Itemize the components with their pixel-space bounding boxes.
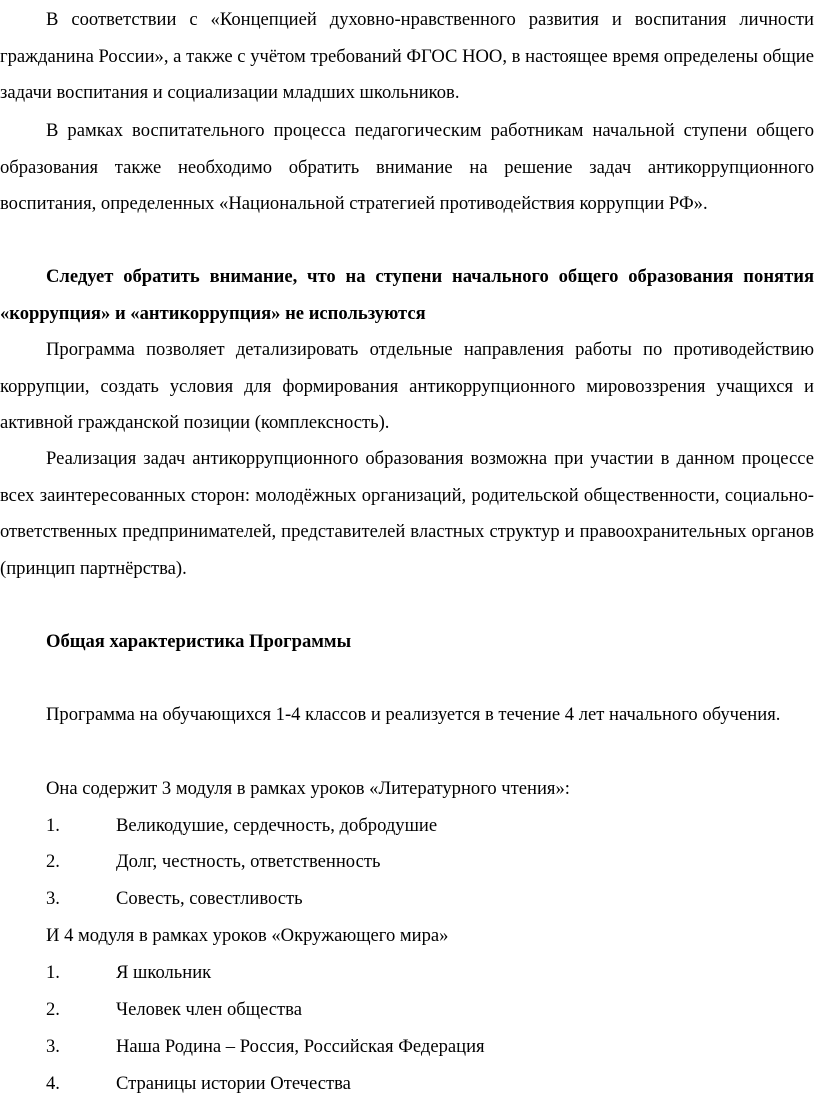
list-item-text: Наша Родина – Россия, Российская Федерация — [116, 1036, 485, 1057]
list-item — [46, 881, 303, 917]
list-item — [46, 808, 437, 844]
list-item-text: Совесть, совестливость — [116, 888, 303, 909]
literary-modules-intro: Она содержит 3 модуля в рамках уроков «Литературного чтения»: — [46, 778, 570, 799]
list-item-number: 1. — [46, 815, 60, 836]
paragraph-concept: В соответствии с «Концепцией духовно-нравственного развития и воспитания личности гражданина России», а также с учётом требований ФГОС НОО, в настоящее время определены общие задачи воспитания и социализации младших школьников. — [0, 9, 814, 104]
list-item-number: 4. — [46, 1073, 60, 1094]
list-item-text: Страницы истории Отечества — [116, 1073, 351, 1094]
list-item — [46, 992, 302, 1028]
list-item-text: Человек член общества — [116, 999, 302, 1020]
list-item-text: Долг, честность, ответственность — [116, 851, 381, 872]
paragraph-program-details: Программа позволяет детализировать отдельные направления работы по противодействию коррупции, создать условия для формирования антикоррупционного мировоззрения учащихся и активной гражданской позиции (комплексность). — [0, 339, 814, 434]
list-item-text: Я школьник — [116, 962, 212, 983]
list-item-number: 1. — [46, 962, 60, 983]
list-item-number: 2. — [46, 851, 60, 872]
world-modules-intro: И 4 модуля в рамках уроков «Окружающего мира» — [46, 925, 449, 946]
list-item-number: 3. — [46, 888, 60, 909]
list-item — [46, 1029, 485, 1065]
paragraph-program-intro: Программа на обучающихся 1-4 классов и реализуется в течение 4 лет начального обучения. — [46, 704, 781, 725]
list-item-text: Великодушие, сердечность, добродушие — [116, 815, 438, 836]
list-item — [46, 955, 211, 991]
list-item-number: 3. — [46, 1036, 60, 1057]
list-item — [46, 1066, 351, 1102]
list-item-number: 2. — [46, 999, 60, 1020]
paragraph-anticorruption-tasks: В рамках воспитательного процесса педагогическим работникам начальной ступени общего образования также необходимо обратить внимание на решение задач антикоррупционного воспитания, определенных «Национальной стратегией противодействия коррупции РФ». — [0, 120, 814, 215]
section-heading: Общая характеристика Программы — [46, 631, 352, 652]
paragraph-note-bold: Следует обратить внимание, что на ступени начального общего образования понятия «коррупция» и «антикоррупция» не используются — [0, 266, 814, 324]
list-item — [46, 844, 380, 880]
paragraph-implementation: Реализация задач антикоррупционного образования возможна при участии в данном процессе всех заинтересованных сторон: молодёжных организаций, родительской общественности, социально-ответственных предпринимателей, представителей властных структур и правоохранительных органов (принцип партнёрства). — [0, 448, 814, 580]
